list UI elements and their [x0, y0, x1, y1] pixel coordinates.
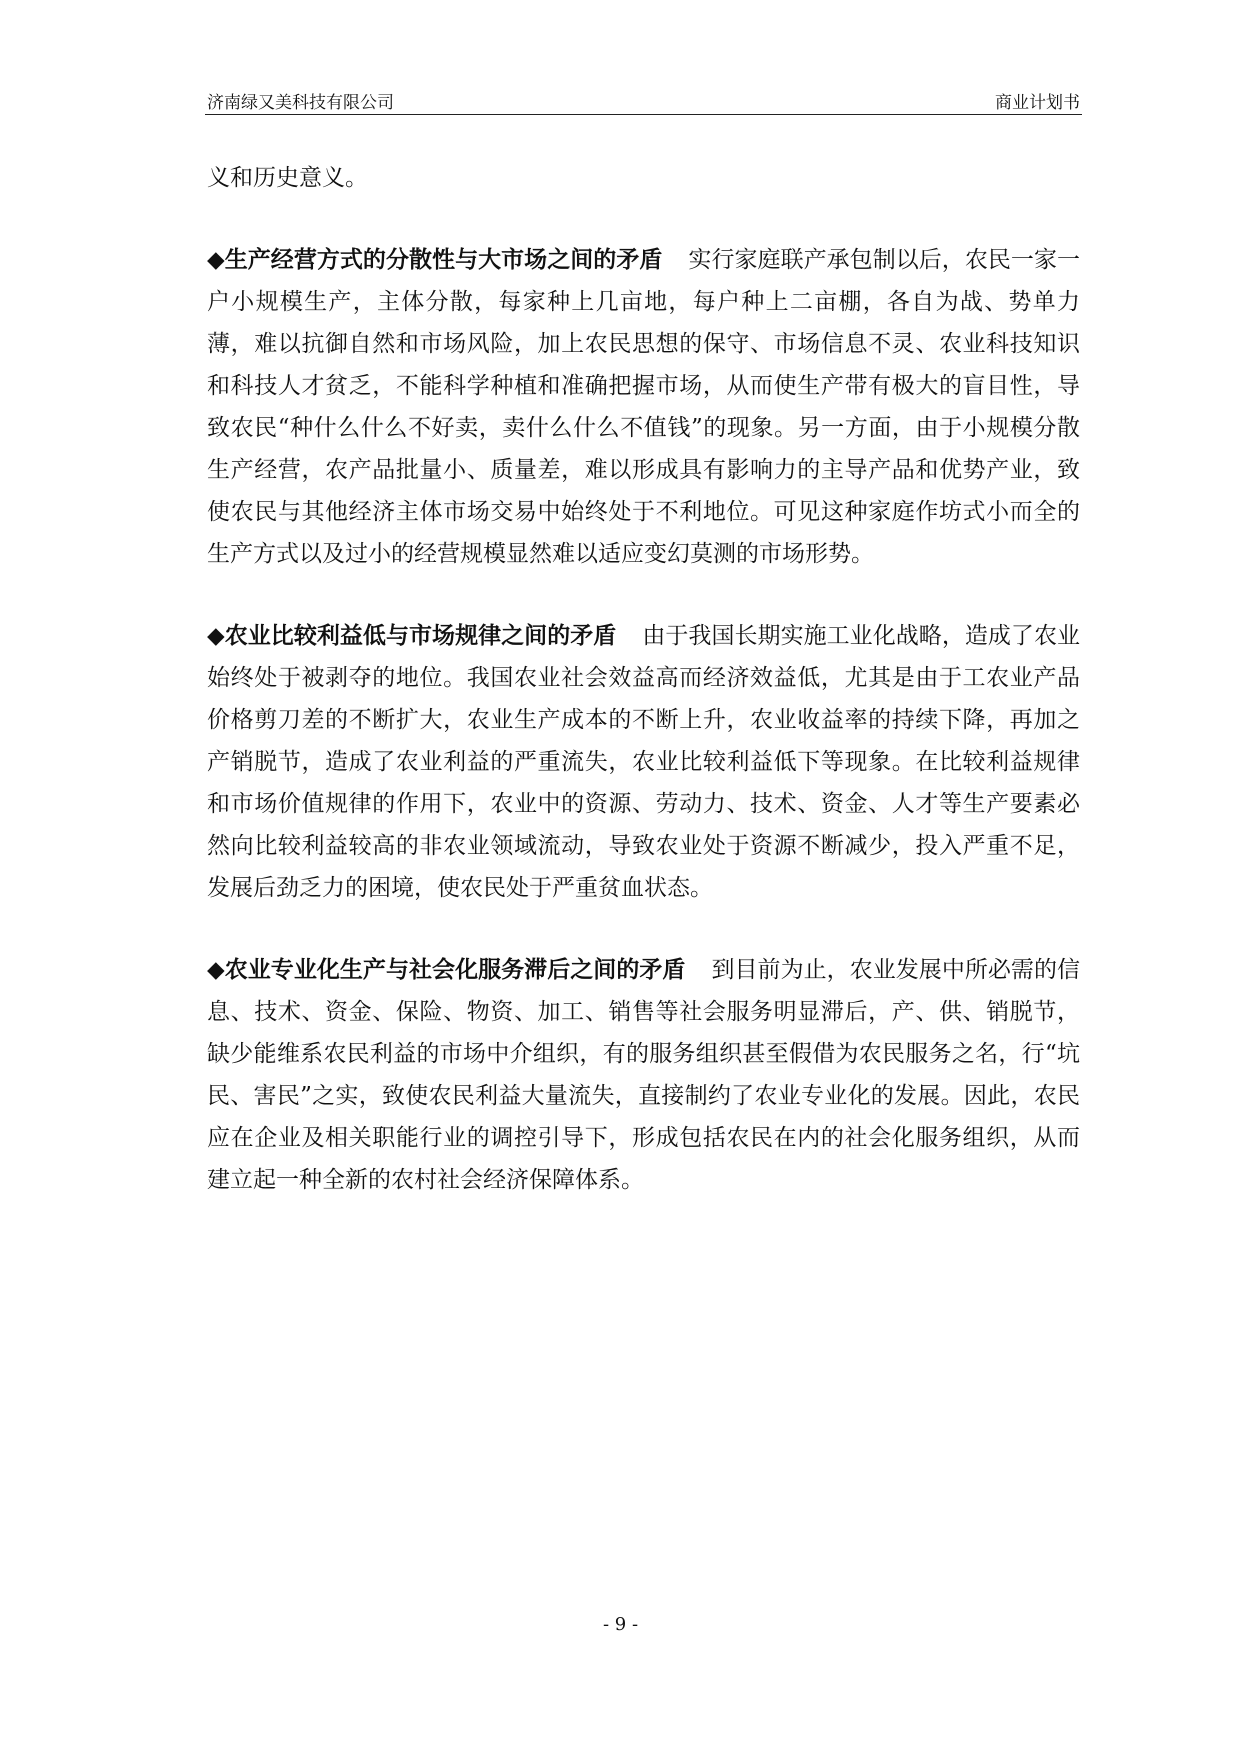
paragraph-heading: ◆生产经营方式的分散性与大市场之间的矛盾	[207, 246, 663, 273]
paragraph-text: 义和历史意义。	[207, 165, 368, 191]
paragraph-heading: ◆农业比较利益低与市场规律之间的矛盾	[207, 622, 617, 649]
paragraph-socialized-service	[207, 949, 1080, 1201]
page-header	[205, 84, 1082, 115]
paragraph-spacer	[207, 575, 1080, 615]
paragraph-heading: ◆农业专业化生产与社会化服务滞后之间的矛盾	[207, 956, 686, 983]
header-document-type: 商业计划书	[995, 93, 1080, 113]
page-number: - 9 -	[602, 1614, 639, 1635]
paragraph-production-dispersion	[207, 239, 1080, 575]
paragraph-comparative-benefit	[207, 615, 1080, 909]
paragraph-spacer	[207, 909, 1080, 949]
paragraph-text: 实行家庭联产承包制以后，农民一家一户小规模生产，主体分散，每家种上几亩地，每户种上二亩棚，各自为战、势单力薄，难以抗御自然和市场风险，加上农民思想的保守、市场信息不灵、农业科技知识和科技人才贫乏，不能科学种植和准确把握市场，从而使生产带有极大的盲目性，导致农民“种什么什么不好卖，卖什么什么不值钱”的现象。另一方面，由于小规模分散生产经营，农产品批量小、质量差，难以形成具有影响力的主导产品和优势产业，致使农民与其他经济主体市场交易中始终处于不利地位。可见这种家庭作坊式小而全的生产方式以及过小的经营规模显然难以适应变幻莫测的市场形势。	[207, 247, 1080, 567]
header-company-name: 济南绿又美科技有限公司	[207, 93, 394, 113]
paragraph-text: 到目前为止，农业发展中所必需的信息、技术、资金、保险、物资、加工、销售等社会服务明显滞后，产、供、销脱节，缺少能维系农民利益的市场中介组织，有的服务组织甚至假借为农民服务之名，行“坑民、害民”之实，致使农民利益大量流失，直接制约了农业专业化的发展。因此，农民应在企业及相关职能行业的调控引导下，形成包括农民在内的社会化服务组织，从而建立起一种全新的农村社会经济保障体系。	[207, 957, 1080, 1193]
paragraph-text: 由于我国长期实施工业化战略，造成了农业始终处于被剥夺的地位。我国农业社会效益高而经济效益低，尤其是由于工农业产品价格剪刀差的不断扩大，农业生产成本的不断上升，农业收益率的持续下降，再加之产销脱节，造成了农业利益的严重流失，农业比较利益低下等现象。在比较利益规律和市场价值规律的作用下，农业中的资源、劳动力、技术、资金、人才等生产要素必然向比较利益较高的非农业领域流动，导致农业处于资源不断减少，投入严重不足，发展后劲乏力的困境，使农民处于严重贫血状态。	[207, 623, 1080, 901]
paragraph-continuation	[207, 157, 1080, 199]
paragraph-spacer	[207, 199, 1080, 239]
document-body	[207, 157, 1080, 1201]
